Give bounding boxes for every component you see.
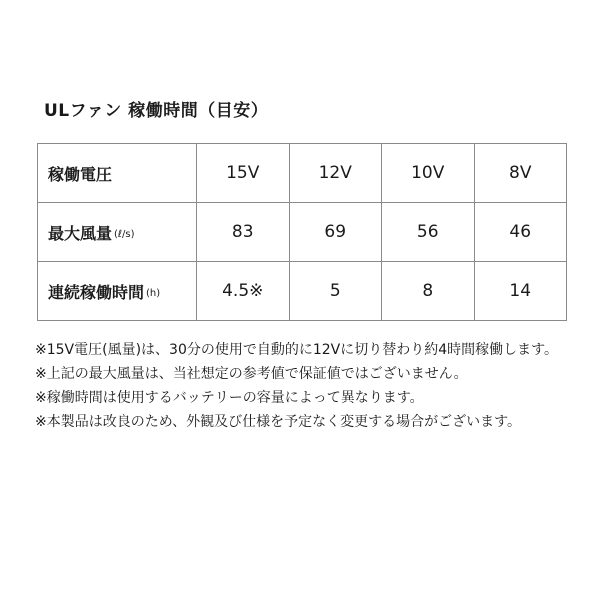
table-cell: 46 — [474, 203, 567, 262]
row-header-label: 最大風量 — [48, 223, 113, 243]
table-cell: 12V — [289, 144, 382, 203]
row-header-unit: (ℓ/s) — [114, 228, 135, 240]
row-header-voltage — [38, 144, 197, 203]
note-item: ※本製品は改良のため、外観及び仕様を予定なく変更する場合がございます。 — [35, 414, 522, 430]
note-item: ※稼働時間は使用するバッテリーの容量によって異なります。 — [35, 390, 424, 406]
row-header-unit: (h) — [146, 287, 161, 299]
row-header-label: 稼働電圧 — [48, 164, 113, 184]
notes-list — [35, 338, 575, 434]
table-cell: 8 — [382, 262, 475, 321]
spec-table — [37, 143, 567, 321]
table-cell: 15V — [197, 144, 290, 203]
table-row-airflow — [38, 203, 567, 262]
row-header-runtime — [38, 262, 197, 321]
row-header-label: 連続稼働時間 — [48, 282, 145, 302]
row-header-airflow — [38, 203, 197, 262]
table-cell: 5 — [289, 262, 382, 321]
table-cell: 56 — [382, 203, 475, 262]
table-cell: 4.5※ — [197, 262, 290, 321]
note-item: ※15V電圧(風量)は、30分の使用で自動的に12Vに切り替わり約4時間稼働します。 — [35, 342, 559, 358]
table-cell: 8V — [474, 144, 567, 203]
table-cell: 10V — [382, 144, 475, 203]
table-cell: 83 — [197, 203, 290, 262]
page-title: ULファン 稼働時間（目安） — [44, 101, 269, 121]
table-cell: 69 — [289, 203, 382, 262]
table-row-voltage — [38, 144, 567, 203]
note-item: ※上記の最大風量は、当社想定の参考値で保証値ではございません。 — [35, 366, 468, 382]
table-cell: 14 — [474, 262, 567, 321]
table-row-runtime — [38, 262, 567, 321]
